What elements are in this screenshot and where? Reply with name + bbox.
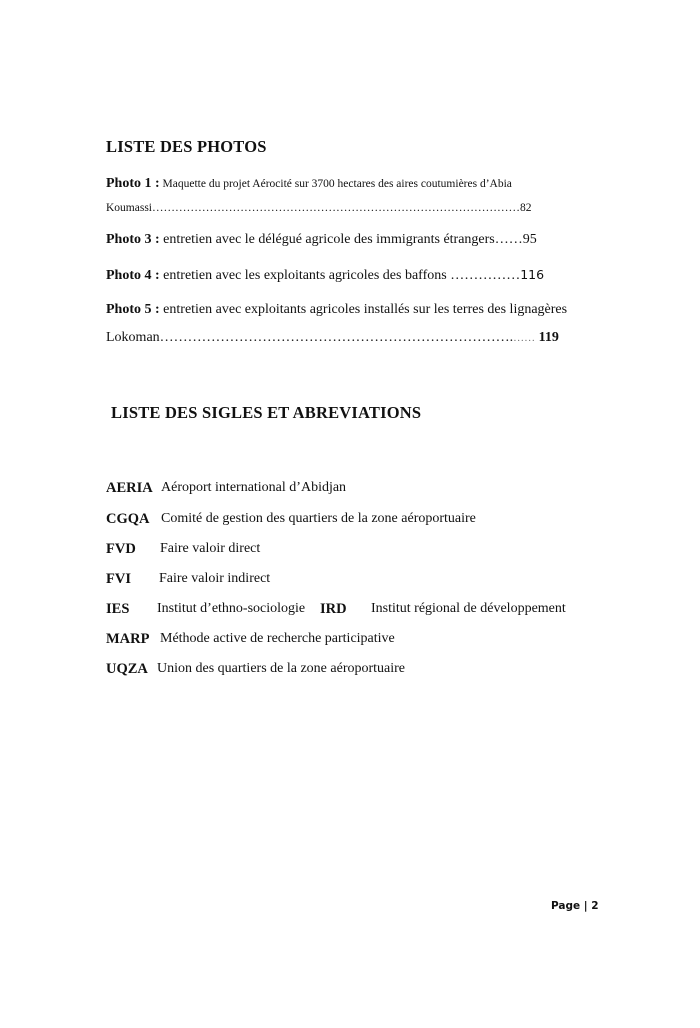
photo-caption: Maquette du projet Aérocité sur 3700 hectares des aires coutumières d’Abia (159, 178, 512, 190)
abbreviation-definition: Méthode active de recherche participative (160, 631, 395, 646)
sigles-heading: LISTE DES SIGLES ET ABREVIATIONS (111, 403, 422, 422)
photo-label: Photo 5 : (106, 302, 160, 317)
photo-label: Photo 4 : (106, 268, 160, 283)
page-number: 116 (520, 267, 545, 282)
abbreviation: UQZA (106, 661, 148, 677)
page-number-footer: 2 (591, 900, 599, 912)
abbreviation: IES (106, 601, 130, 617)
photo-label: Photo 3 : (106, 232, 160, 247)
abbreviation: IRD (320, 601, 347, 617)
photo-label: Photo 1 : (106, 176, 160, 191)
abbreviation: AERIA (106, 480, 153, 496)
photo-caption: entretien avec les exploitants agricoles des baffons (159, 268, 451, 283)
abbreviation-definition: Institut régional de développement (371, 601, 566, 616)
leader-dots: …………… (450, 268, 521, 283)
leader-dots: …………………………………………………………………. (159, 330, 514, 345)
photo-caption: entretien avec le délégué agricole des immigrants étrangers (159, 232, 495, 247)
photo-entry (106, 302, 567, 318)
leader-dots-small: …… (513, 332, 536, 344)
abbreviation-definition: Institut d’ethno-sociologie (157, 601, 306, 616)
page-label: Page (551, 900, 581, 912)
page-number: 95 (522, 232, 537, 247)
leader-dots: …… (494, 232, 523, 247)
abbreviation: FVD (106, 541, 136, 557)
photo-caption-continued: Koumassi (106, 202, 152, 214)
abbreviation-definition: Comité de gestion des quartiers de la zone aéroportuaire (161, 511, 476, 526)
photo-entry (106, 267, 544, 284)
abbreviation-definition: Faire valoir indirect (159, 571, 271, 586)
photo-caption: entretien avec exploitants agricoles installés sur les terres des lignagères (159, 302, 568, 317)
photo-entry (106, 176, 512, 192)
abbreviation-definition: Union des quartiers de la zone aéroportuaire (157, 661, 406, 676)
abbreviation-definition: Aéroport international d’Abidjan (161, 480, 347, 495)
photo-entry-continuation (106, 330, 559, 346)
page-separator: | (583, 900, 588, 912)
photo-caption-continued: Lokoman (106, 330, 160, 345)
page-number: 119 (538, 330, 559, 345)
photo-entry-continuation (106, 202, 532, 214)
abbreviation: FVI (106, 571, 131, 587)
photos-heading: LISTE DES PHOTOS (106, 137, 267, 156)
abbreviation: MARP (106, 631, 150, 647)
abbreviation: CGQA (106, 511, 150, 527)
photo-entry (106, 232, 537, 248)
leader-dots: …………………………………………………………………………………… (152, 202, 520, 214)
page-number: 82 (520, 202, 532, 214)
page-footer (551, 900, 599, 912)
abbreviation-definition: Faire valoir direct (160, 541, 261, 556)
